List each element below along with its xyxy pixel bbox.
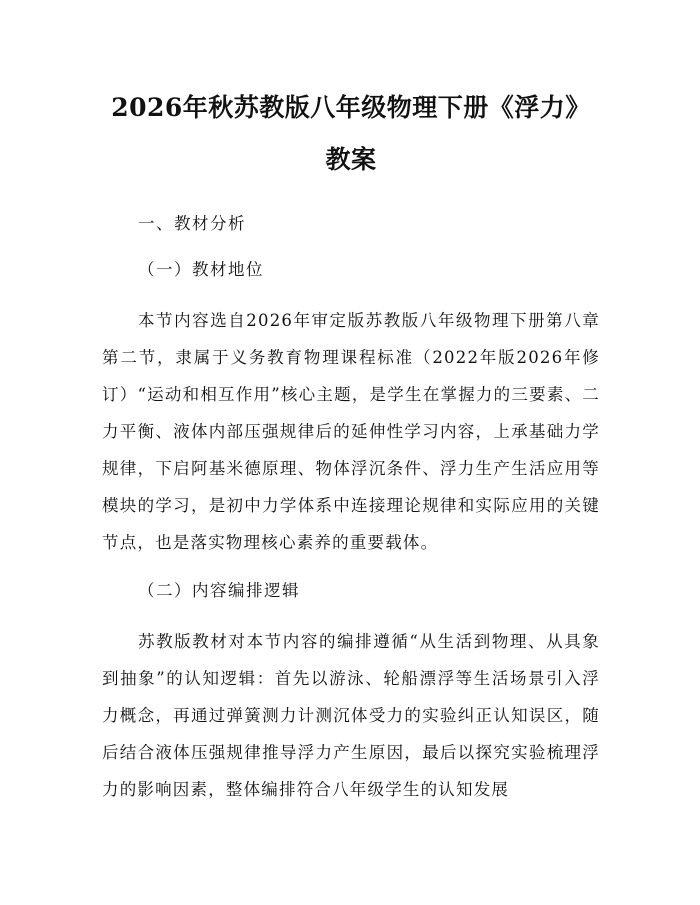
- section-heading-teaching-material-analysis: 一、教材分析: [138, 214, 246, 233]
- paragraph-content-logic: 苏教版教材对本节内容的编排遵循“从生活到物理、从具象到抽象”的认知逻辑：首先以游泳、轮船漂浮等生活场景引入浮力概念，再通过弹簧测力计测沉体受力的实验纠正认知误区，随后结合液体压强规律推导浮力产生原因，最后以探究实验梳理浮力的影响因素，整体编排符合八年级学生的认知发展: [102, 632, 600, 799]
- subsection-heading-material-position: （一）教材地位: [138, 260, 264, 279]
- document-title: 2026年秋苏教版八年级物理下册《浮力》教案: [111, 93, 591, 174]
- paragraph-material-position: 本节内容选自2026年审定版苏教版八年级物理下册第八章第二节，隶属于义务教育物理课程标准（2022年版2026年修订）“运动和相互作用”核心主题，是学生在掌握力的三要素、二力平衡、液体内部压强规律后的延伸性学习内容，上承基础力学规律，下启阿基米德原理、物体浮沉条件、浮力生产生活应用等模块的学习，是初中力学体系中连接理论规律和实际应用的关键节点，也是落实物理核心素养的重要载体。: [102, 311, 600, 552]
- subsection-heading-content-logic: （二）内容编排逻辑: [138, 581, 300, 600]
